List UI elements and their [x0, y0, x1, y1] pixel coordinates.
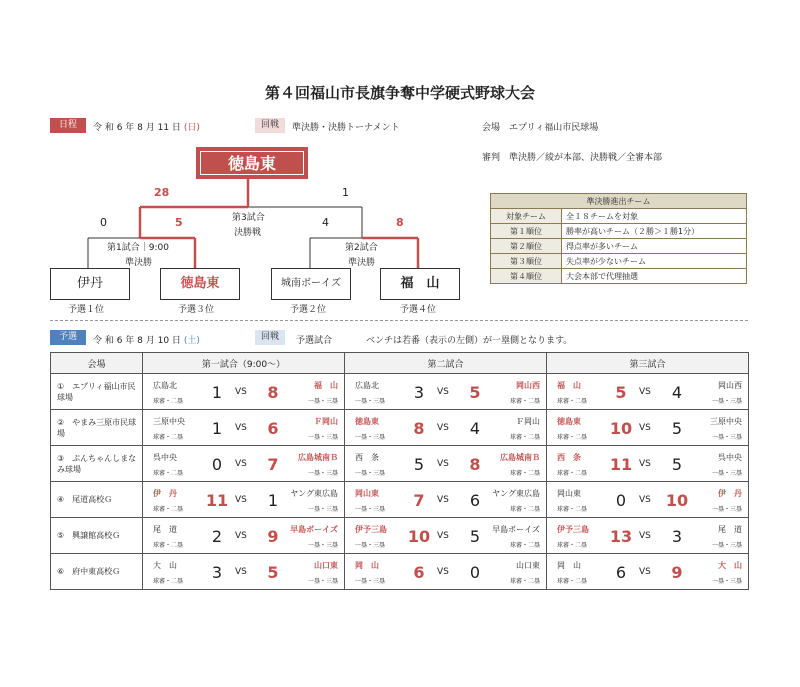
umpire-right: 球審・二塁: [509, 578, 540, 585]
umpire-right: 球審・二塁: [509, 398, 540, 405]
umpire-right: 一塁・三塁: [307, 434, 338, 441]
umpire-right: 球審・二塁: [509, 506, 540, 513]
venue-text: 会場 エプリィ福山市民球場: [482, 123, 599, 133]
score-left: 6: [615, 563, 627, 582]
score-right: 4: [671, 383, 683, 402]
score-left: 5: [615, 383, 627, 402]
criteria-value: 失点率が少ないチーム: [562, 254, 747, 269]
score-right: 5: [671, 455, 683, 474]
team-right: 三原中央: [710, 417, 742, 426]
semi1-team-right: 徳島東: [160, 268, 240, 300]
umpire-left: 一塁・三塁: [355, 434, 386, 441]
team-left: 福 山: [557, 381, 581, 390]
criteria-key: 第１順位: [491, 224, 562, 239]
score-right: 0: [469, 563, 481, 582]
score-right: 5: [671, 419, 683, 438]
score-left: 13: [609, 527, 633, 546]
final-label: 第3試合: [232, 213, 265, 223]
score-left: 2: [211, 527, 223, 546]
umpire-left: 球審・二塁: [557, 578, 588, 585]
score-right: 9: [267, 527, 279, 546]
vs-label: VS: [235, 387, 247, 397]
umpire-left: 球審・二塁: [153, 398, 184, 405]
round-tag: 回戦: [255, 118, 285, 133]
results-body: [51, 374, 749, 590]
umpire-right: 一塁・三塁: [307, 542, 338, 549]
semi1-score-left: 0: [100, 216, 107, 229]
game-cell: [143, 482, 345, 518]
col-game2: 第二試合: [345, 353, 547, 374]
team-right: 大 山: [718, 561, 742, 570]
score-left: 3: [413, 383, 425, 402]
team-left: 呉中央: [153, 453, 177, 462]
umpire-left: 一塁・三塁: [355, 398, 386, 405]
team-right: 山口東: [516, 561, 540, 570]
prelim-date-value: 令 和 6 年 8 月 10 日: [93, 336, 181, 346]
score-left: 5: [413, 455, 425, 474]
vs-label: VS: [437, 567, 449, 577]
prelim-date-day: (土): [183, 336, 200, 346]
game-cell: [345, 410, 547, 446]
team-right: 広島城南Ｂ: [500, 453, 540, 462]
umpire-right: 一塁・三塁: [711, 434, 742, 441]
champion-name: 徳島東: [200, 151, 304, 175]
game-cell: [547, 518, 749, 554]
prelim-round-tag: 回戦: [255, 330, 285, 345]
score-left: 6: [413, 563, 425, 582]
umpire-left: 球審・二塁: [557, 434, 588, 441]
vs-label: VS: [639, 567, 651, 577]
page-title: 第４回福山市長旗争奪中学硬式野球大会: [264, 84, 535, 102]
umpire-left: 球審・二塁: [153, 506, 184, 513]
umpire-left: 球審・二塁: [557, 470, 588, 477]
table-row: [51, 482, 749, 518]
score-right: 8: [469, 455, 481, 474]
score-right: 1: [267, 491, 279, 510]
team-left: 広島北: [153, 381, 177, 390]
score-left: 8: [413, 419, 425, 438]
team-right: ヤング東広島: [290, 489, 338, 498]
vs-label: VS: [639, 423, 651, 433]
score-right: 6: [267, 419, 279, 438]
champion-box: [196, 147, 308, 179]
team-left: 岡山東: [557, 489, 581, 498]
umpire-left: 球審・二塁: [153, 434, 184, 441]
game-cell: [345, 482, 547, 518]
team-right: 山口東: [314, 561, 338, 570]
umpire-left: 一塁・三塁: [355, 506, 386, 513]
umpire-right: 一塁・三塁: [711, 542, 742, 549]
table-row: [51, 518, 749, 554]
score-left: 10: [609, 419, 633, 438]
criteria-value: 得点率が多いチーム: [562, 239, 747, 254]
team-right: ヤング東広島: [492, 489, 540, 498]
vs-label: VS: [235, 459, 247, 469]
game-cell: [143, 374, 345, 410]
team-left: 岡 山: [557, 561, 581, 570]
score-right: 4: [469, 419, 481, 438]
final-score-left: 28: [154, 186, 170, 199]
umpire-left: 球審・二塁: [153, 470, 184, 477]
semi1-label: 第1試合｜9:00: [107, 243, 169, 253]
score-right: 10: [665, 491, 689, 510]
umpire-right: 球審・二塁: [509, 434, 540, 441]
umpire-right: 一塁・三塁: [711, 470, 742, 477]
criteria-table: [490, 193, 747, 284]
score-left: 11: [609, 455, 633, 474]
team-left: 伊予三島: [557, 525, 589, 534]
date-value: 令 和 6 年 8 月 11 日: [93, 123, 181, 133]
team-left: 広島北: [355, 381, 379, 390]
team-left: 岡山東: [355, 489, 379, 498]
umpire-right: 一塁・三塁: [711, 506, 742, 513]
vs-label: VS: [639, 495, 651, 505]
score-right: 9: [671, 563, 683, 582]
team-right: 早島ボーイズ: [492, 525, 540, 534]
vs-label: VS: [639, 531, 651, 541]
umpire-left: 球審・二塁: [557, 542, 588, 549]
prelim-date: [93, 333, 200, 346]
team-left: 西 条: [557, 453, 581, 462]
date-day: (日): [183, 123, 200, 133]
umpire-left: 一塁・三塁: [355, 470, 386, 477]
team-left: 大 山: [153, 561, 177, 570]
team-right: Ｆ岡山: [314, 417, 338, 426]
semi1-seed-left: 予選１位: [68, 305, 105, 315]
vs-label: VS: [437, 495, 449, 505]
vs-label: VS: [235, 423, 247, 433]
team-left: 岡 山: [355, 561, 379, 570]
vs-label: VS: [235, 567, 247, 577]
umpire-left: 球審・二塁: [557, 506, 588, 513]
score-left: 1: [211, 419, 223, 438]
score-right: 5: [469, 527, 481, 546]
vs-label: VS: [437, 423, 449, 433]
semi2-score-right: 8: [396, 216, 404, 229]
venue-cell: ① エプリィ福山市民球場: [51, 374, 143, 410]
criteria-key: 第３順位: [491, 254, 562, 269]
semi2-label: 第2試合: [345, 243, 378, 253]
score-right: 8: [267, 383, 279, 402]
umpire-right: 球審・二塁: [509, 542, 540, 549]
umpire-right: 一塁・三塁: [307, 470, 338, 477]
semi2-score-left: 4: [322, 216, 329, 229]
umpire-right: 球審・二塁: [509, 470, 540, 477]
venue-cell: ④ 尾道高校Ｇ: [51, 482, 143, 518]
table-row: [51, 554, 749, 590]
team-left: 西 条: [355, 453, 379, 462]
final-score-right: 1: [342, 186, 349, 199]
umpire-text: 審判 準決勝／綾が本部、決勝戦／全審本部: [482, 153, 663, 163]
score-right: 5: [267, 563, 279, 582]
criteria-value: 全１８チームを対象: [562, 209, 747, 224]
table-row: [51, 446, 749, 482]
col-game1: 第一試合（9:00～）: [143, 353, 345, 374]
semi2-seed-right: 予選４位: [400, 305, 437, 315]
semi2-seed-left: 予選２位: [290, 305, 327, 315]
score-right: 7: [267, 455, 279, 474]
semi1-team-left: 伊丹: [50, 268, 130, 300]
team-right: 岡山西: [718, 381, 742, 390]
score-right: 6: [469, 491, 481, 510]
team-left: 伊予三島: [355, 525, 387, 534]
team-right: Ｆ岡山: [516, 417, 540, 426]
criteria-key: 第２順位: [491, 239, 562, 254]
vs-label: VS: [639, 387, 651, 397]
game-cell: [547, 410, 749, 446]
results-header-row: [51, 353, 749, 374]
prelim-round-text: 予選試合: [296, 336, 333, 346]
team-right: 福 山: [314, 381, 338, 390]
team-right: 早島ボーイズ: [290, 525, 338, 534]
semi2-team-left: 城南ボーイズ: [271, 268, 351, 300]
umpire-left: 球審・二塁: [557, 398, 588, 405]
semi2-type: 準決勝: [348, 258, 376, 268]
score-right: 3: [671, 527, 683, 546]
criteria-key: 対象チーム: [491, 209, 562, 224]
semi1-seed-right: 予選３位: [178, 305, 215, 315]
score-left: 11: [205, 491, 229, 510]
umpire-left: 一塁・三塁: [355, 542, 386, 549]
criteria-value: 大会本部で代理抽選: [562, 269, 747, 284]
criteria-key: 第４順位: [491, 269, 562, 284]
vs-label: VS: [437, 387, 449, 397]
team-right: 広島城南Ｂ: [298, 453, 338, 462]
score-left: 3: [211, 563, 223, 582]
umpire-right: 一塁・三塁: [711, 398, 742, 405]
divider: [50, 320, 748, 321]
game-cell: [345, 554, 547, 590]
col-venue: 会場: [51, 353, 143, 374]
score-left: 0: [211, 455, 223, 474]
game-cell: [143, 410, 345, 446]
umpire-right: 一塁・三塁: [307, 578, 338, 585]
semi1-score-right: 5: [175, 216, 183, 229]
umpire-left: 一塁・三塁: [355, 578, 386, 585]
vs-label: VS: [437, 459, 449, 469]
game-cell: [143, 518, 345, 554]
prelim-tag: 予選: [50, 330, 86, 345]
semi1-type: 準決勝: [125, 258, 153, 268]
umpire-right: 一塁・三塁: [307, 506, 338, 513]
team-left: 徳島東: [355, 417, 379, 426]
game-cell: [143, 554, 345, 590]
game-cell: [547, 374, 749, 410]
game-cell: [345, 518, 547, 554]
score-left: 10: [407, 527, 431, 546]
team-left: 徳島東: [557, 417, 581, 426]
game-cell: [143, 446, 345, 482]
score-left: 1: [211, 383, 223, 402]
criteria-value: 勝率が高いチーム（２勝＞１勝1分）: [562, 224, 747, 239]
table-row: [51, 374, 749, 410]
final-type: 決勝戦: [234, 228, 262, 238]
umpire-left: 球審・二塁: [153, 578, 184, 585]
umpire-right: 一塁・三塁: [711, 578, 742, 585]
score-right: 5: [469, 383, 481, 402]
table-row: [51, 410, 749, 446]
bench-note: ベンチは若番（表示の左側）が一塁側となります。: [366, 336, 573, 346]
round-text: 準決勝・決勝トーナメント: [292, 123, 400, 133]
venue-cell: ⑤ 興譲館高校Ｇ: [51, 518, 143, 554]
game-cell: [345, 374, 547, 410]
game-cell: [547, 554, 749, 590]
criteria-box: [490, 193, 747, 284]
venue-cell: ② やまみ三原市民球場: [51, 410, 143, 446]
vs-label: VS: [437, 531, 449, 541]
umpire-right: 一塁・三塁: [307, 398, 338, 405]
team-right: 伊 丹: [718, 489, 742, 498]
team-left: 尾 道: [153, 525, 177, 534]
date-tag: 日程: [50, 118, 86, 133]
criteria-title: 準決勝進出チーム: [491, 194, 747, 209]
results-table: [50, 352, 749, 590]
venue-cell: ③ ぷんちゃんしまなみ球場: [51, 446, 143, 482]
score-left: 0: [615, 491, 627, 510]
vs-label: VS: [639, 459, 651, 469]
team-right: 尾 道: [718, 525, 742, 534]
game-cell: [547, 446, 749, 482]
vs-label: VS: [235, 531, 247, 541]
venue-cell: ⑥ 府中東高校Ｇ: [51, 554, 143, 590]
score-left: 7: [413, 491, 425, 510]
team-left: 伊 丹: [153, 489, 177, 498]
team-left: 三原中央: [153, 417, 185, 426]
col-game3: 第三試合: [547, 353, 749, 374]
game-cell: [547, 482, 749, 518]
game-cell: [345, 446, 547, 482]
semi2-team-right: 福 山: [380, 268, 460, 300]
team-right: 呉中央: [718, 453, 742, 462]
team-right: 岡山西: [516, 381, 540, 390]
umpire-left: 球審・二塁: [153, 542, 184, 549]
vs-label: VS: [235, 495, 247, 505]
